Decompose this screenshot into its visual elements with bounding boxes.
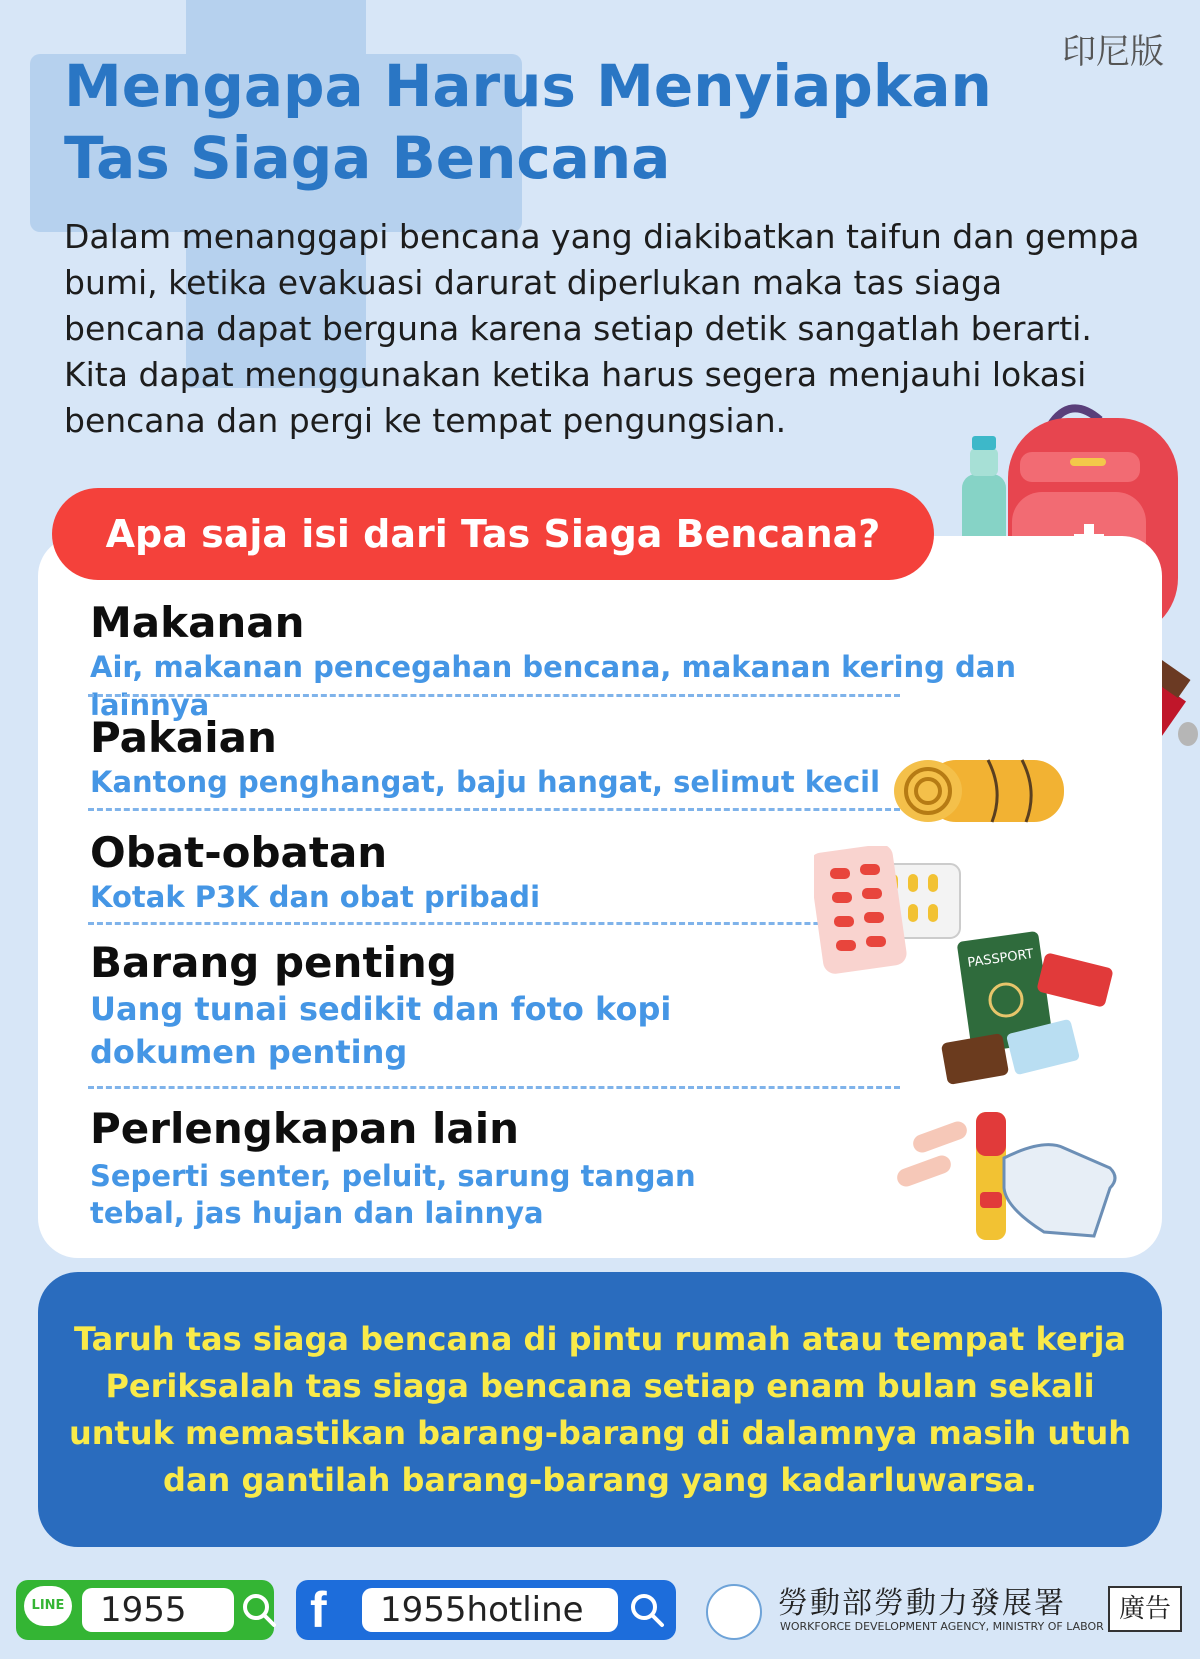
rolled-blanket-icon [892,756,1070,826]
item-description: Uang tunai sedikit dan foto kopi dokumen penting [90,990,672,1071]
line-icon: LINE [24,1586,72,1626]
page-title [64,50,1064,194]
tips-box [38,1272,1162,1547]
passport-label: PASSPORT [966,946,1035,971]
item-pakaian [90,713,950,801]
language-badge: 印尼版 [1062,32,1164,72]
search-icon[interactable] [240,1591,278,1629]
flashlight-glove-icon [894,1108,1124,1244]
divider [88,922,900,925]
line-search-badge[interactable] [16,1580,274,1640]
ad-tag: 廣告 [1108,1586,1182,1632]
search-icon[interactable] [628,1591,666,1629]
line-id-field[interactable]: 1955 [82,1588,234,1632]
tip-line: untuk memastikan barang-barang di dalamnya masih utuh [68,1413,1131,1452]
item-title: Obat-obatan [90,828,388,877]
divider [88,1086,900,1089]
divider [88,808,900,811]
title-line-2: Tas Siaga Bencana [64,124,671,192]
item-title: Barang penting [90,938,457,987]
intro-paragraph: Dalam menanggapi bencana yang diakibatkan taifun dan gempa bumi, ketika evakuasi darurat diperlukan maka tas siaga bencana dapat berguna karena setiap detik sangatlah berarti. Kita dapat menggunakan ketika harus segera menjauhi lokasi bencana dan pergi ke tempat pengungsian. [64,217,1140,440]
facebook-id-field[interactable]: 1955hotline [362,1588,618,1632]
passport-wallet-icon [940,928,1118,1092]
item-description: Kotak P3K dan obat pribadi [90,880,541,914]
item-makanan [90,598,1017,724]
item-barang-penting [90,938,950,1074]
title-line-1: Mengapa Harus Menyiapkan [64,52,992,120]
divider [88,694,900,697]
org-name-zh: 勞動部勞動力發展署 [778,1586,1066,1621]
item-perlengkapan-lain [90,1104,950,1232]
tip-line: Periksalah tas siaga bencana setiap enam bulan sekali [105,1366,1095,1405]
item-title: Pakaian [90,713,277,762]
org-name-en: WORKFORCE DEVELOPMENT AGENCY, MINISTRY OF LABOR [780,1620,1104,1633]
tip-line: Taruh tas siaga bencana di pintu rumah atau tempat kerja [73,1319,1127,1358]
tip-line: dan gantilah barang-barang yang kadarluwarsa. [163,1460,1037,1499]
facebook-icon: f [310,1582,327,1638]
item-description: Air, makanan pencegahan bencana, makanan kering dan lainnya [90,650,1017,722]
item-description: Kantong penghangat, baju hangat, selimut kecil [90,765,881,799]
agency-seal-icon [706,1584,762,1640]
item-title: Makanan [90,598,305,647]
item-title: Perlengkapan lain [90,1104,520,1153]
question-banner: Apa saja isi dari Tas Siaga Bencana? [52,488,934,580]
item-description: Seperti senter, peluit, sarung tangan tebal, jas hujan dan lainnya [90,1159,696,1230]
facebook-search-badge[interactable] [296,1580,676,1640]
